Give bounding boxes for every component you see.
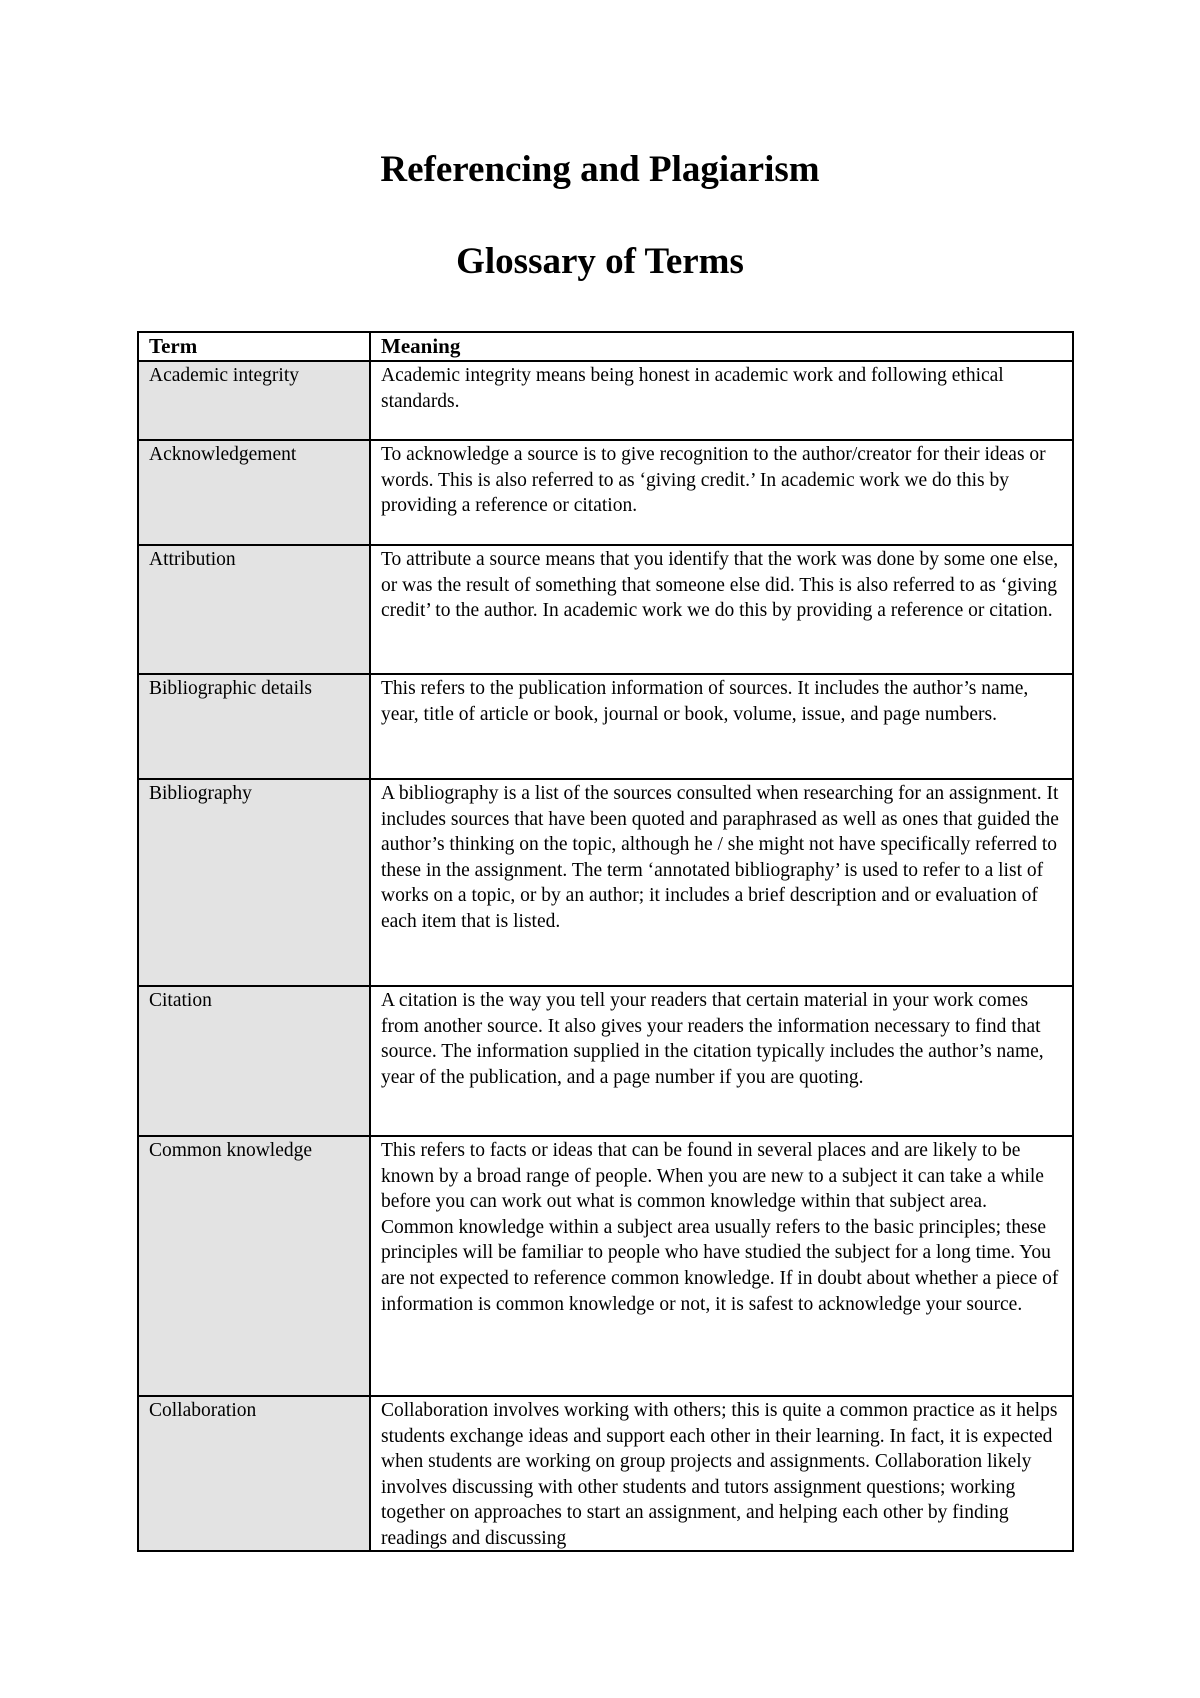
table-row [138, 674, 1073, 779]
header-term: Term [138, 332, 370, 361]
table-header-row [138, 332, 1073, 361]
meaning-cell: Academic integrity means being honest in academic work and following ethical standards. [370, 361, 1073, 440]
term-cell [138, 1396, 370, 1551]
table-row [138, 440, 1073, 545]
meaning-cell: To attribute a source means that you identify that the work was done by some one else, or was the result of something that someone else did. This is also referred to as ‘giving credit’ to the author. In academic work we do this by providing a reference or citation. [370, 545, 1073, 674]
term-cell: Common knowledge [138, 1136, 370, 1396]
table-row [138, 779, 1073, 986]
table-row [138, 986, 1073, 1136]
meaning-cell: A citation is the way you tell your readers that certain material in your work comes from another source. It also gives your readers the information necessary to find that source. The information supplied in the citation typically includes the author’s name, year of the publication, and a page number if you are quoting. [370, 986, 1073, 1136]
document-title: Referencing and Plagiarism [380, 149, 820, 190]
meaning-cell: This refers to facts or ideas that can be found in several places and are likely to be known by a broad range of people. When you are new to a subject it can take a while before you can work out what is common knowledge within that subject area. Common knowledge within a subject area usually refers to the basic principles; these principles will be familiar to people who have studied the subject for a long time. You are not expected to reference common knowledge. If in doubt about whether a piece of information is common knowledge or not, it is safest to acknowledge your source. [370, 1136, 1073, 1396]
meaning-cell: A bibliography is a list of the sources consulted when researching for an assignment. It includes sources that have been quoted and paraphrased as well as ones that guided the author’s thinking on the topic, although he / she might not have specifically referred to these in the assignment. The term ‘annotated bibliography’ is used to refer to a list of works on a topic, or by an author; it includes a brief description and or evaluation of each item that is listed. [370, 779, 1073, 986]
glossary-table [137, 331, 1074, 1552]
meaning-cell: To acknowledge a source is to give recognition to the author/creator for their ideas or words. This is also referred to as ‘giving credit.’ In academic work we do this by providing a reference or citation. [370, 440, 1073, 545]
term-cell: Bibliographic details [138, 674, 370, 779]
table-row [138, 361, 1073, 440]
meaning-cell [370, 1396, 1073, 1551]
term-cell: Citation [138, 986, 370, 1136]
header-meaning: Meaning [370, 332, 1073, 361]
document-subtitle: Glossary of Terms [456, 241, 744, 282]
table-row [138, 1136, 1073, 1396]
term-cell: Academic integrity [138, 361, 370, 440]
meaning-text: Collaboration involves working with others; this is quite a common practice as it helps students exchange ideas and support each other in their learning. In fact, it is expected when students are working on group projects and assignments. Collaboration likely involves discussing with other students and tutors assignment questions; working together on approaches to start an assignment, and helping each other by finding readings and discussing [381, 1400, 1058, 1549]
term-cell: Attribution [138, 545, 370, 674]
term-cell: Bibliography [138, 779, 370, 986]
table-row [138, 545, 1073, 674]
term-cell: Acknowledgement [138, 440, 370, 545]
term-text: Collaboration [149, 1400, 257, 1421]
meaning-cell: This refers to the publication information of sources. It includes the author’s name, year, title of article or book, journal or book, volume, issue, and page numbers. [370, 674, 1073, 779]
table-row [138, 1396, 1073, 1551]
